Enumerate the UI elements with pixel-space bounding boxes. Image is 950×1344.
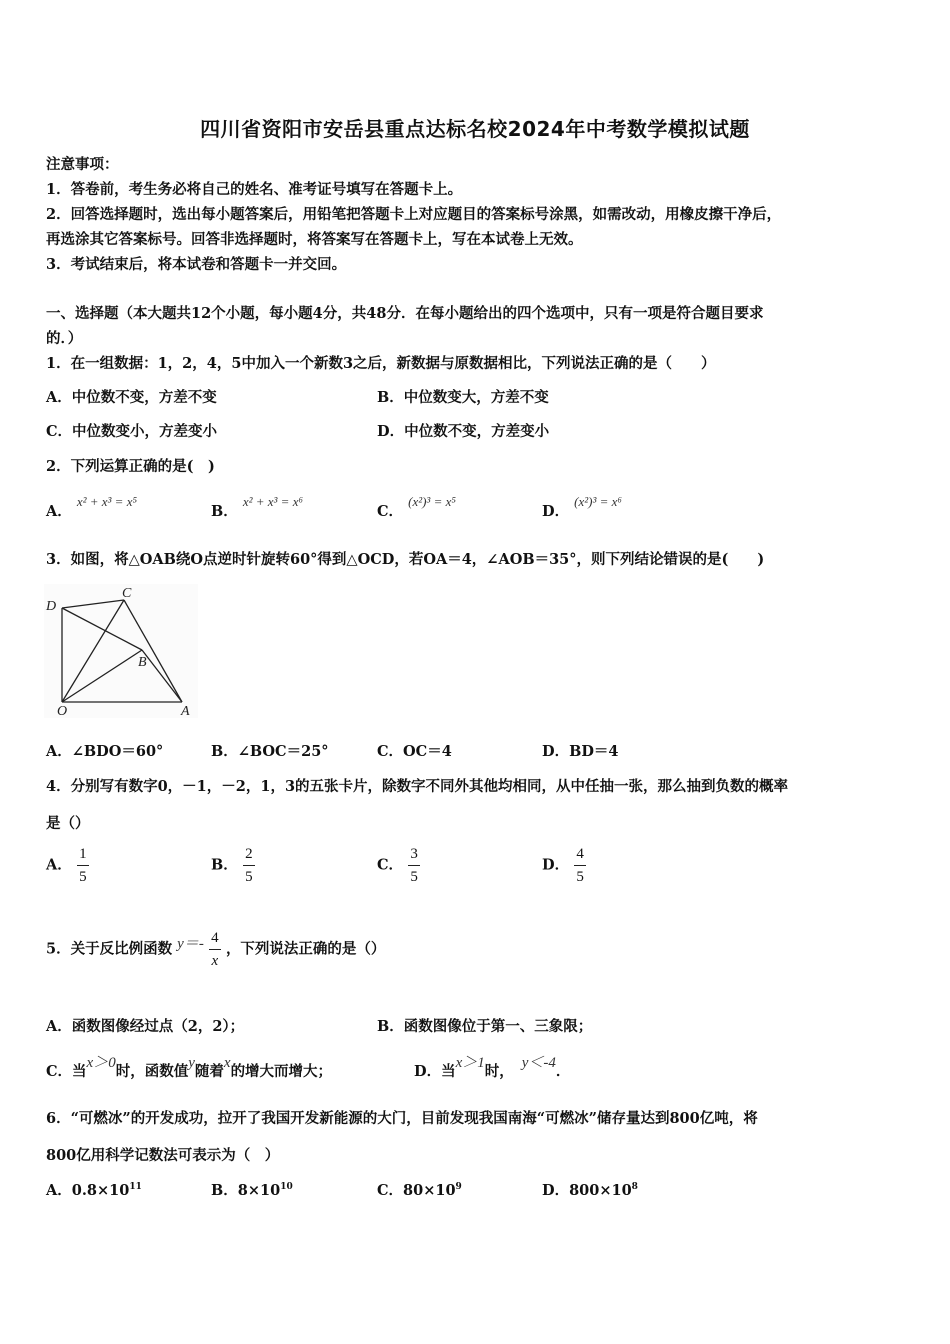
q5-option-a: A．函数图像经过点（2，2）； <box>46 1018 245 1035</box>
q5-option-c-x: x <box>223 1055 231 1071</box>
fraction-denominator: 5 <box>245 869 253 885</box>
q5-stem-post: ，下列说法正确的是（） <box>225 940 386 958</box>
q4-option-a <box>46 846 89 885</box>
fraction-denominator: x <box>211 953 219 969</box>
section-heading-b: 的．） <box>46 330 83 347</box>
q5-option-c-mid2: 随着 <box>194 1063 224 1080</box>
q3-option-d: D．BD＝4 <box>542 743 619 760</box>
q4-stem-b: 是（） <box>46 815 90 832</box>
section-heading-a: 一、选择题（本大题共12个小题，每小题4分，共48分．在每小题给出的四个选项中，只有一项是符合题目要求 <box>46 305 764 322</box>
q6-stem-a: 6．“可燃冰”的开发成功，拉开了我国开发新能源的大门，目前发现我国南海“可燃冰”储存量达到800亿吨，将 <box>46 1110 758 1127</box>
q2-option-b <box>211 494 303 521</box>
q6-option-b-base: B．8×10 <box>211 1182 281 1199</box>
q5-option-c-y: y <box>188 1055 195 1071</box>
q1-option-c: C．中位数变小，方差变小 <box>46 423 218 440</box>
q2-option-c-label: C． <box>377 503 404 520</box>
q2-option-b-math: x² + x³ = x⁶ <box>242 494 303 509</box>
q3-stem: 3．如图，将△OAB绕O点逆时针旋转60°得到△OCD，若OA＝4，∠AOB＝35°，则下列结论错误的是( ) <box>46 551 765 568</box>
q1-option-b: B．中位数变大，方差不变 <box>377 389 549 406</box>
q3-geometry-figure <box>44 584 198 718</box>
label-b: B <box>138 655 147 670</box>
q6-option-a-exponent: 11 <box>129 1182 142 1193</box>
notice-item-2a: 2．回答选择题时，选出每小题答案后，用铅笔把答题卡上对应题目的答案标号涂黑，如需改动，用橡皮擦干净后， <box>46 206 782 223</box>
fraction-numerator: 4 <box>211 930 219 946</box>
q4-option-d-fraction <box>574 846 586 885</box>
q4-option-a-label: A． <box>46 856 72 874</box>
q4-option-b <box>211 846 255 885</box>
q4-option-a-fraction <box>77 846 89 885</box>
label-o: O <box>57 704 68 718</box>
q2-option-d-label: D． <box>542 503 570 520</box>
q5-option-c-pre: C．当 <box>46 1063 87 1080</box>
q6-option-a-base: A．0.8×10 <box>46 1182 130 1199</box>
q4-stem-a: 4．分别写有数字0，－1，－2，1，3的五张卡片，除数字不同外其他均相同，从中任抽一张，那么抽到负数的概率 <box>46 778 789 795</box>
q6-option-d-exponent: 8 <box>631 1182 638 1193</box>
q4-option-c-fraction <box>408 846 420 885</box>
q6-option-c-exponent: 9 <box>455 1182 462 1193</box>
fraction-numerator: 1 <box>79 846 87 862</box>
fraction-numerator: 3 <box>410 846 418 862</box>
q5-stem <box>46 930 385 969</box>
fraction-denominator: 5 <box>576 869 584 885</box>
q1-stem: 1．在一组数据：1，2，4，5中加入一个新数3之后，新数据与原数据相比，下列说法正确的是（ ） <box>46 355 716 372</box>
label-a: A <box>181 704 190 718</box>
q5-option-d-pre: D．当 <box>414 1063 456 1080</box>
q5-option-d <box>414 1055 571 1081</box>
q2-option-c <box>377 494 456 521</box>
label-d: D <box>46 599 57 614</box>
label-c: C <box>122 586 132 601</box>
q2-option-a <box>46 494 137 521</box>
q2-option-d-math: (x²)³ = x⁶ <box>574 494 622 509</box>
q6-option-c-base: C．80×10 <box>377 1182 456 1199</box>
fraction-numerator: 4 <box>576 846 584 862</box>
q5-stem-pre: 5．关于反比例函数 <box>46 940 173 958</box>
q3-option-c: C．OC＝4 <box>377 743 452 760</box>
page-title: 四川省资阳市安岳县重点达标名校2024年中考数学模拟试题 <box>200 117 750 141</box>
fraction-denominator: 5 <box>410 869 418 885</box>
q2-option-a-label: A． <box>46 503 72 520</box>
notice-item-2b: 再选涂其它答案标号。回答非选择题时，将答案写在答题卡上，写在本试卷上无效。 <box>46 231 583 248</box>
q5-option-d-mid: 时， <box>484 1063 514 1080</box>
q6-option-d <box>542 1179 638 1200</box>
q1-option-d: D．中位数不变，方差变小 <box>377 423 550 440</box>
q2-option-b-label: B． <box>211 503 238 520</box>
q4-option-c-label: C． <box>377 856 404 874</box>
q2-stem: 2．下列运算正确的是( ) <box>46 458 215 475</box>
q4-option-d-label: D． <box>542 856 570 874</box>
q2-option-d <box>542 494 622 521</box>
q1-option-a: A．中位数不变，方差不变 <box>46 389 217 406</box>
q6-option-a <box>46 1179 142 1200</box>
fraction-denominator: 5 <box>79 869 87 885</box>
q4-option-b-fraction <box>243 846 255 885</box>
q2-option-a-math: x² + x³ = x⁵ <box>76 494 137 509</box>
q5-option-c-post: 的增大而增大； <box>230 1063 333 1080</box>
q5-option-d-post: ． <box>555 1063 571 1080</box>
notice-item-3: 3．考试结束后，将本试卷和答题卡一并交回。 <box>46 256 347 273</box>
q6-stem-b: 800亿用科学记数法可表示为（ ） <box>46 1147 280 1164</box>
q4-option-c <box>377 846 420 885</box>
q4-option-d <box>542 846 586 885</box>
fraction-numerator: 2 <box>245 846 253 862</box>
q5-func-fraction <box>209 930 221 969</box>
q5-option-d-cond: x＞1 <box>455 1055 485 1071</box>
q5-option-c-mid: 时，函数值 <box>115 1063 189 1080</box>
q4-option-b-label: B． <box>211 856 238 874</box>
q6-option-b-exponent: 10 <box>280 1182 293 1193</box>
q5-option-c-cond: x＞0 <box>86 1055 116 1071</box>
q6-option-d-base: D．800×10 <box>542 1182 632 1199</box>
q5-func-lhs: y＝- <box>177 935 204 952</box>
q5-option-b: B．函数图像位于第一、三象限； <box>377 1018 593 1035</box>
notice-heading: 注意事项： <box>46 156 119 173</box>
q6-option-c <box>377 1179 462 1200</box>
q6-option-b <box>211 1179 293 1200</box>
q3-option-b: B．∠BOC＝25° <box>211 743 329 760</box>
q2-option-c-math: (x²)³ = x⁵ <box>408 494 456 509</box>
q5-option-c <box>46 1055 333 1081</box>
q3-option-a: A．∠BDO＝60° <box>46 743 164 760</box>
q5-option-d-result: y＜-4 <box>521 1055 556 1071</box>
notice-item-1: 1．答卷前，考生务必将自己的姓名、准考证号填写在答题卡上。 <box>46 181 463 198</box>
